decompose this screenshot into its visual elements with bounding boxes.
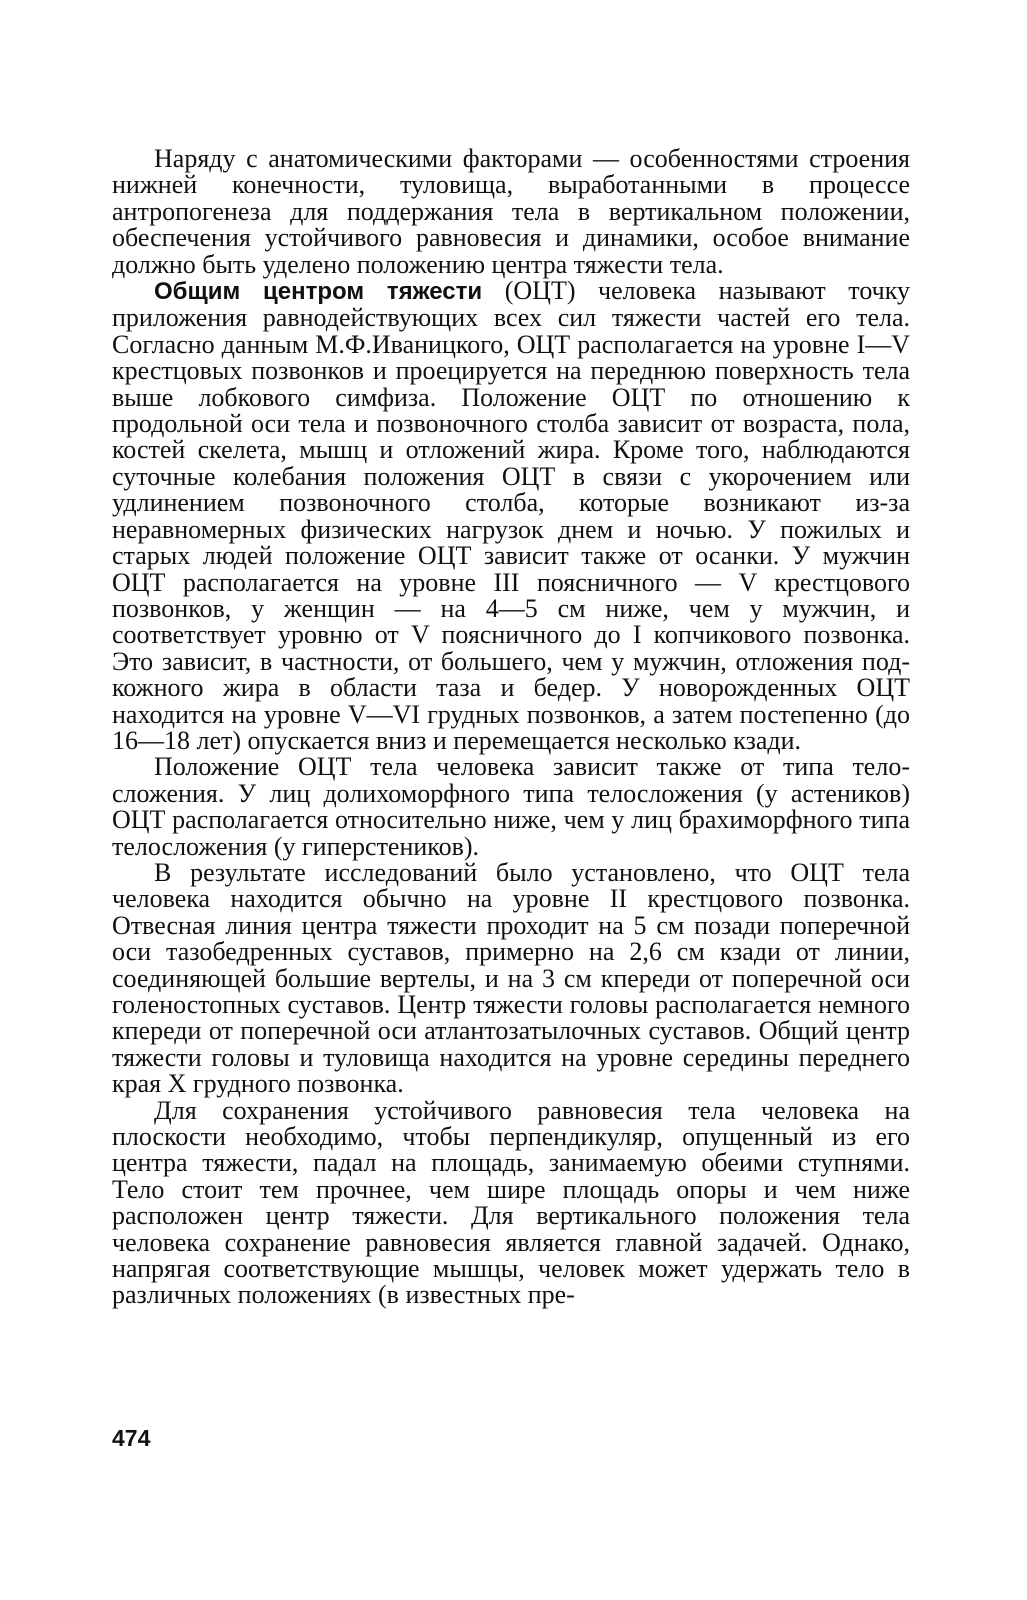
- paragraph-1: [112, 146, 910, 278]
- paragraph-4: [112, 857, 910, 1099]
- paragraph-2-text: (ОЦТ) человека называют точку приложения равнодействующих всех сил тяжести частей его тела. Согласно данным М.Ф.Иваницкого, ОЦТ располагается на уровне I—V крестцовых позвонков и проецируется на переднюю поверхность тела выше лобкового симфиза. Положение ОЦТ по отношению к продольной оси тела и позвоночного столба зависит от возраста, пола, костей скелета, мышц и отложений жира. Кроме того, наблюдаются суточные колебания положения ОЦТ в связи с укорочением или удлинением позвоночного столба, которые возникают из-за неравномерных физических нагрузок днем и ночью. У пожилых и старых людей положение ОЦТ зависит также от осанки. У мужчин ОЦТ располагается на уровне III поясничного — V крестцового позвонков, у женщин — на 4—5 см ниже, чем у мужчин, и соответствует уровню от V поясничного до I копчикового позвонка. Это зависит, в частности, от большего, чем у мужчин, отложения подкожного жира в области таза и бедер. У новорожденных ОЦТ находится на уровне V—VI грудных позвонков, а затем постепенно (до 16—18 лет) опускается вниз и перемещается несколько кзади.: [112, 276, 910, 755]
- page-number: 474: [112, 1425, 151, 1451]
- paragraph-2: [112, 278, 910, 754]
- page-body: [112, 146, 910, 1309]
- paragraph-1-text: Наряду с анатомическими факторами — особенностями строения нижней конечности, туловища, выработанными в процессе антропогенеза для поддержания тела в вертикальном положении, обеспечения устойчивого равновесия и динамики, особое внимание должно быть уделено положению центра тяжести тела.: [112, 144, 910, 279]
- paragraph-3-text: Положение ОЦТ тела человека зависит также от типа телосложения. У лиц долихоморфного типа телосложения (у астеников) ОЦТ располагается относительно ниже, чем у лиц брахиморфного типа телосложения (у гиперстеников).: [112, 752, 910, 861]
- paragraph-5-text: Для сохранения устойчивого равновесия тела человека на плоскости необходимо, чтобы перпендикуляр, опущенный из его центра тяжести, падал на площадь, занимаемую обеими ступнями. Тело стоит тем прочнее, чем шире площадь опоры и чем ниже расположен центр тяжести. Для вертикального положения тела человека сохранение равновесия является главной задачей. Однако, напрягая соответствующие мышцы, человек может удержать тело в различных положениях (в известных пре-: [112, 1095, 910, 1310]
- paragraph-3: [112, 754, 910, 860]
- paragraph-5: [112, 1095, 910, 1310]
- paragraph-4-text: В результате исследований было установлено, что ОЦТ тела человека находится обычно на уровне II крестцового позвонка. Отвесная линия центра тяжести проходит на 5 см позади поперечной оси тазобедренных суставов, примерно на 2,6 см кзади от линии, соединяющей большие вертелы, и на 3 см кпереди от поперечной оси голеностопных суставов. Центр тяжести головы располагается немного кпереди от поперечной оси атлантозатылочных суставов. Общий центр тяжести головы и туловища находится на уровне середины переднего края X грудного позвонка.: [112, 857, 910, 1099]
- term-general-center-of-gravity: Общим центром тяжести: [154, 278, 483, 306]
